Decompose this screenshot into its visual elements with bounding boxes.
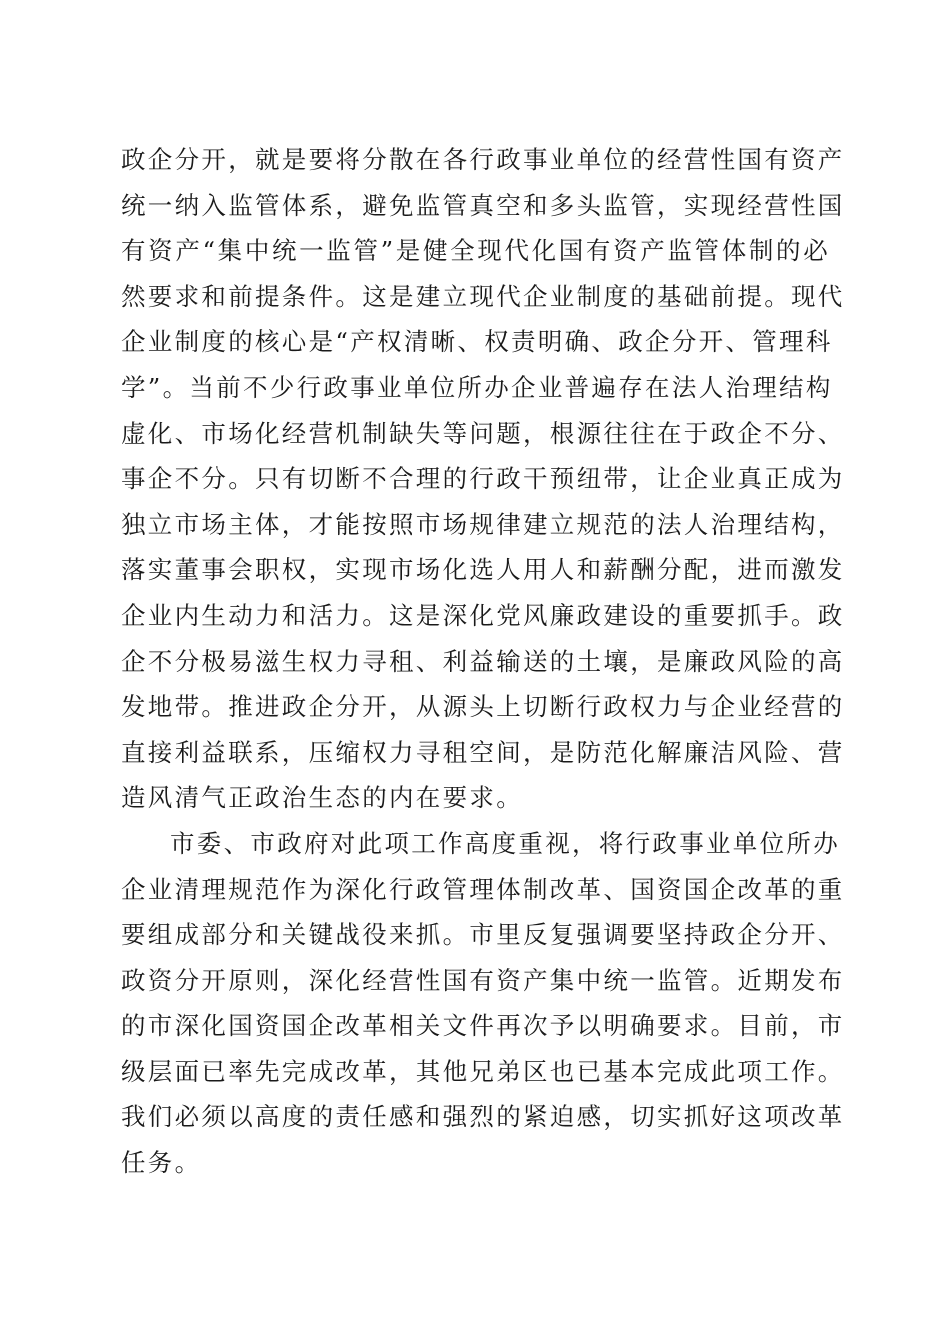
text-line: 任务。 bbox=[121, 1148, 202, 1178]
text-line: 事企不分。只有切断不合理的行政干预纽带，让企业真正成为 bbox=[121, 464, 845, 494]
text-line: 然要求和前提条件。这是建立现代企业制度的基础前提。现代 bbox=[121, 281, 845, 311]
text-line: 要组成部分和关键战役来抓。市里反复强调要坚持政企分开、 bbox=[121, 920, 845, 950]
text-line: 落实董事会职权，实现市场化选人用人和薪酬分配，进而激发 bbox=[121, 555, 845, 585]
text-line: 企业清理规范作为深化行政管理体制改革、国资国企改革的重 bbox=[121, 874, 845, 904]
text-line: 级层面已率先完成改革，其他兄弟区也已基本完成此项工作。 bbox=[121, 1056, 845, 1086]
text-line: 直接利益联系，压缩权力寻租空间，是防范化解廉洁风险、营 bbox=[121, 737, 845, 767]
text-line: 市委、市政府对此项工作高度重视，将行政事业单位所办 bbox=[170, 828, 840, 858]
text-line: 企业制度的核心是“产权清晰、权责明确、政企分开、管理科 bbox=[121, 327, 833, 357]
text-line: 独立市场主体，才能按照市场规律建立规范的法人治理结构， bbox=[121, 509, 845, 539]
text-line: 政企分开，就是要将分散在各行政事业单位的经营性国有资产 bbox=[121, 145, 845, 174]
text-line: 政资分开原则，深化经营性国有资产集中统一监管。近期发布 bbox=[121, 965, 845, 995]
text-line: 统一纳入监管体系，避免监管真空和多头监管，实现经营性国 bbox=[121, 190, 845, 220]
text-line: 企不分极易滋生权力寻租、利益输送的土壤，是廉政风险的高 bbox=[121, 646, 845, 676]
body-text bbox=[121, 137, 845, 1186]
paragraph-2 bbox=[121, 821, 845, 1186]
text-line: 我们必须以高度的责任感和强烈的紧迫感，切实抓好这项改革 bbox=[121, 1102, 845, 1132]
text-line: 有资产“集中统一监管”是健全现代化国有资产监管体制的必 bbox=[121, 236, 830, 266]
text-line: 造风清气正政治生态的内在要求。 bbox=[121, 783, 523, 813]
paragraph-1 bbox=[121, 137, 845, 821]
text-line: 企业内生动力和活力。这是深化党风廉政建设的重要抓手。政 bbox=[121, 600, 845, 630]
text-line: 虚化、市场化经营机制缺失等问题，根源往往在于政企不分、 bbox=[121, 418, 845, 448]
text-line: 学”。当前不少行政事业单位所办企业普遍存在法人治理结构 bbox=[121, 372, 833, 402]
text-line: 发地带。推进政企分开，从源头上切断行政权力与企业经营的 bbox=[121, 692, 845, 722]
text-line: 的市深化国资国企改革相关文件再次予以明确要求。目前，市 bbox=[121, 1011, 845, 1041]
